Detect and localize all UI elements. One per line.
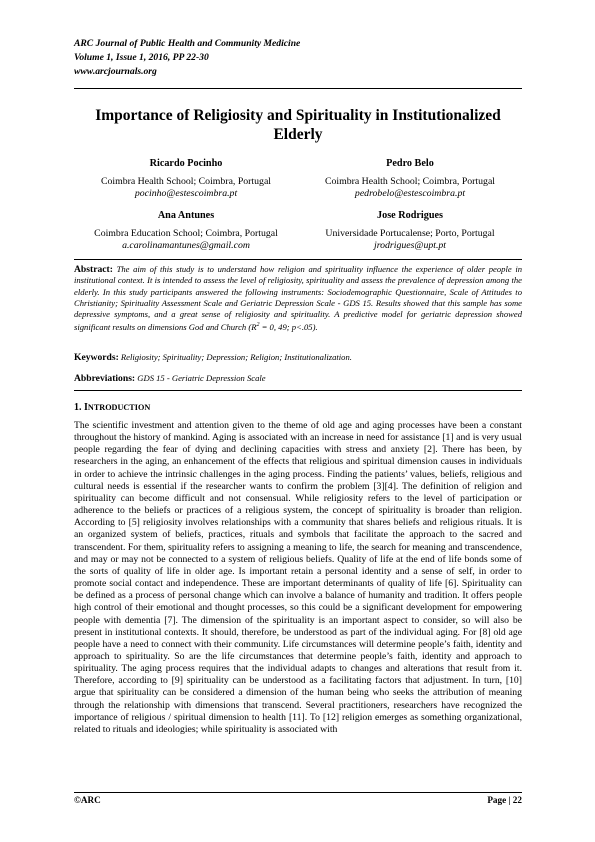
author-affiliation: Coimbra Education School; Coimbra, Portugal <box>94 227 278 239</box>
author-email: jrodrigues@upt.pt <box>373 240 447 251</box>
abstract-rule <box>74 259 522 260</box>
abstract-superscript: 2 <box>256 322 260 329</box>
journal-header <box>74 37 300 79</box>
keywords-label: Keywords: <box>74 352 119 363</box>
section-initial: I <box>84 402 88 413</box>
footer-copyright: ©ARC <box>74 795 101 805</box>
section-title-rest: NTRODUCTION <box>87 403 151 412</box>
abbreviations-text: GDS 15 - Geriatric Depression Scale <box>137 373 266 383</box>
author-affiliation: Coimbra Health School; Coimbra, Portugal <box>100 175 272 187</box>
keywords <box>74 351 522 364</box>
footer-page-number: Page | 22 <box>487 795 522 805</box>
section-rule <box>74 390 522 391</box>
abstract-label: Abstract: <box>74 264 113 275</box>
author-name: Jose Rodrigues <box>377 210 443 221</box>
abstract-text: The aim of this study is to understand how religion and spirituality influence the experience of older people in institutional context. It is intended to assess the level of religiosity, spirituality and assess the prevalence of depression among the elderly. In this study participants answered the following instruments: Sociodemographic Questionnaire, Scale of Attitudes to Christianity; Spirituality Assessment Scale and Geriatric Depression Scale - GDS 15. Results showed that this sample has some depressive symptoms, and a great sense of religiosity and spirituality. A predictive model for geriatric depression showed significant results on dimensions God and Church (R <box>74 264 523 333</box>
paper-title: Importance of Religiosity and Spirituality in Institutionalized Elderly <box>95 107 501 143</box>
author-email: pocinho@estescoimbra.pt <box>134 188 238 199</box>
author-email: a.carolinamantunes@gmail.com <box>122 240 250 251</box>
keywords-text: Religiosity; Spirituality; Depression; Religion; Institutionalization. <box>120 352 352 362</box>
author-block-3 <box>74 210 298 253</box>
body-text: The scientific investment and attention given to the theme of old age and aging processes have been a constant throughout the history of mankind. Aging is associated with an increase in need for assistance [1] and is very usual people regarding the fear of dying and declining capacities with stress and anxiety [2]. There has been, by researchers in the aging, an enhancement of the effects that religious and spiritual dimension causes in individuals in order to achieve the intrinsic challenges in the aging process. Finding the patients’ values, beliefs, religious and cultural needs is essential if the researcher wants to confirm the problem [3][4]. The definition of religion and spirituality can become difficult and not consensual. While religiosity refers to the level of participation or adherence to the beliefs or practices of a religious system, the concept of spirituality is broader than religion. According to [5] religiosity involves relationships with a community that shares beliefs and religious rituals. It is an organized system of beliefs, practices, rituals and symbols that facilitate the approach to the sacred and transcendent. For them, spirituality refers to assigning a meaning to life, the search for meaning and transcendence, and may or may not be connected to a system of religious beliefs. Quality of life at the end of life bonds some of the sorts of quality of life in older age. Is important retain a personal identity and a sense of self, in order to promote social contact and independence. These are important determinants of quality of life [6]. Spirituality can be defined as a process of personal change which can involve a balance of humanity and tradition. It offers people high control of their emotional and thought processes, so this could be a significant development for empowering people with dementia [7]. The dimension of the spirituality is an important aspect to consider, so will also be present in institutional contexts. It should, therefore, be understood as part of the individual aging. For [8] old age people have a need to connect with their community. Life circumstances will determine people’s faith, identity and approach to spirituality. So are the life circumstances that determine people’s faith, identity and approach to spirituality. The aging process requires that the individual adapts to changes and alterations that result from it. Therefore, according to [9] spirituality can be understood as a facilitating factors that adjustment. In turn, [10] argue that spirituality can be considered a dimension of the human being who seeks the attribution of meaning through the relationship with dimensions that transcend. Several practitioners, researchers have recognized the importance of religious / spiritual dimension to health [11]. To [12] religion emerges as something organizational, related to rituals and ideologies; while spirituality is associated with <box>74 420 522 735</box>
header-rule <box>74 88 522 89</box>
author-block-4 <box>298 210 522 253</box>
author-name: Pedro Belo <box>386 158 434 169</box>
author-block-2 <box>298 158 522 201</box>
section-number: 1. <box>74 402 82 413</box>
author-affiliation: Coimbra Health School; Coimbra, Portugal <box>324 175 496 187</box>
footer-rule <box>74 792 522 793</box>
abbreviations <box>74 372 522 385</box>
author-name: Ana Antunes <box>157 210 215 221</box>
abstract-text-end: = 0, 49; p<.05). <box>259 322 318 333</box>
author-name: Ricardo Pocinho <box>149 158 223 169</box>
journal-website: www.arcjournals.org <box>74 66 157 77</box>
journal-name: ARC Journal of Public Health and Community Medicine <box>74 38 301 49</box>
abbreviations-label: Abbreviations: <box>74 373 136 384</box>
author-block-1 <box>74 158 298 201</box>
section-heading <box>74 402 150 413</box>
journal-volume: Volume 1, Issue 1, 2016, PP 22-30 <box>74 52 209 63</box>
author-affiliation: Universidade Portucalense; Porto, Portugal <box>325 227 495 239</box>
author-email: pedrobelo@estescoimbra.pt <box>354 188 466 199</box>
abstract <box>74 264 522 334</box>
